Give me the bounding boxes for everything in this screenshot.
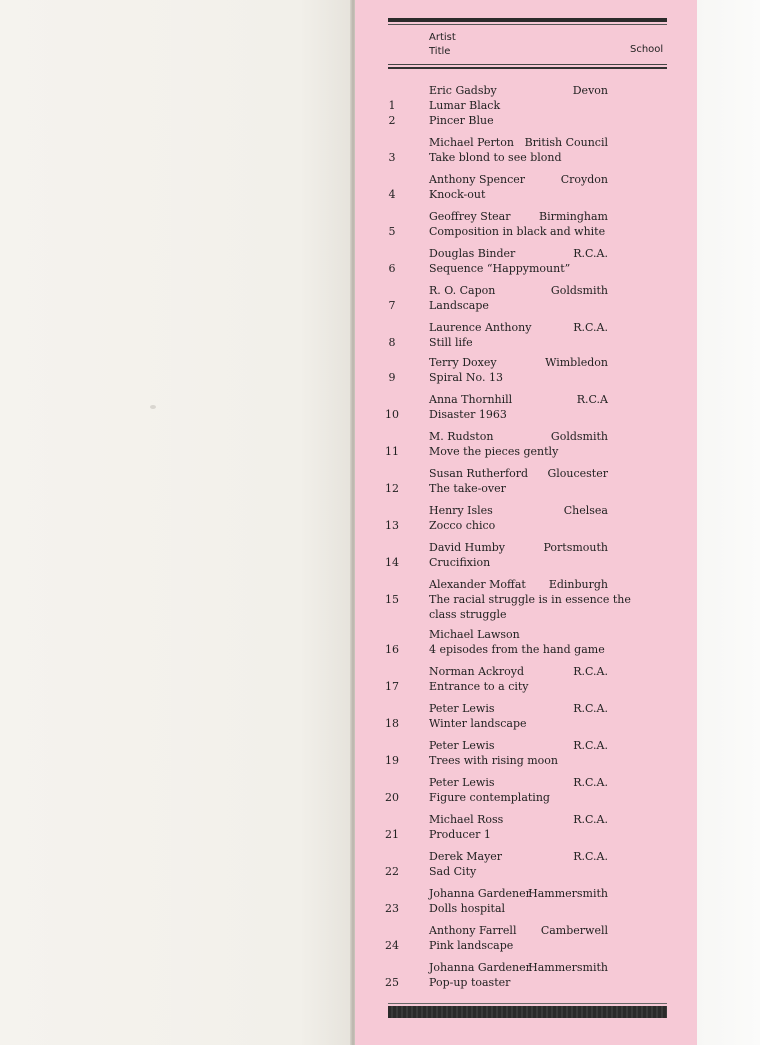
header-bottom-rule (388, 64, 667, 65)
entry-number: 22 (385, 865, 399, 878)
entry-title: Move the pieces gently (429, 445, 559, 458)
entry-school: Goldsmith (550, 284, 608, 297)
entry-artist: Johanna Gardener (429, 887, 531, 900)
entry-title: Pop-up toaster (429, 976, 511, 989)
catalogue-entry (0, 209, 700, 246)
entry-title: Sad City (429, 865, 477, 878)
entry-school: Chelsea (563, 504, 608, 517)
entry-school: Camberwell (540, 924, 608, 937)
entry-number: 13 (385, 519, 399, 532)
catalogue-entry (0, 923, 700, 960)
catalogue-entry (0, 812, 700, 849)
entry-school: British Council (524, 136, 608, 149)
entry-school: R.C.A. (573, 702, 608, 715)
entry-title: Spiral No. 13 (429, 371, 503, 384)
entry-school: R.C.A. (573, 247, 608, 260)
entry-school: Birmingham (538, 210, 608, 223)
catalogue-entry (0, 664, 700, 701)
entry-school: Portsmouth (543, 541, 608, 554)
entry-title: The take-over (429, 482, 506, 495)
entry-artist: Anna Thornhill (429, 393, 513, 406)
catalogue-entry (0, 627, 700, 664)
entry-title: Composition in black and white (429, 225, 606, 238)
right-page-edge (697, 0, 760, 1045)
entry-number: 10 (385, 408, 399, 421)
entry-title: Pink landscape (429, 939, 514, 952)
entry-school: R.C.A. (573, 813, 608, 826)
entry-title: Dolls hospital (429, 902, 506, 915)
header-top-rule (388, 18, 667, 22)
catalogue-entry (0, 577, 700, 629)
entry-number: 21 (385, 828, 399, 841)
entry-title: Still life (429, 336, 473, 349)
catalogue-entry (0, 246, 700, 283)
entry-artist: Geoffrey Stear (429, 210, 511, 223)
entry-number: 14 (385, 556, 399, 569)
entry-number: 15 (385, 593, 399, 606)
entry-title: Entrance to a city (429, 680, 529, 693)
entry-number: 25 (385, 976, 399, 989)
entry-title: Knock-out (429, 188, 486, 201)
entry-title: 4 episodes from the hand game (429, 643, 605, 656)
entry-number: 3 (388, 151, 396, 164)
entry-number: 18 (385, 717, 399, 730)
entry-number: 8 (388, 336, 396, 349)
header-bottom-thick-rule (388, 67, 667, 69)
entry-title: The racial struggle is in essence the class struggle (429, 593, 631, 621)
entry-number: 23 (385, 902, 399, 915)
entry-number: 17 (385, 680, 399, 693)
entry-title: Figure contemplating (429, 791, 550, 804)
entry-title: Sequence “Happymount” (429, 262, 571, 275)
entry-school: Goldsmith (550, 430, 608, 443)
entry-title: Producer 1 (429, 828, 491, 841)
entry-number: 1 (388, 99, 396, 112)
footer-bar (388, 1006, 667, 1018)
entry-artist: Terry Doxey (429, 356, 497, 369)
entry-number: 6 (388, 262, 396, 275)
entry-school: R.C.A. (573, 321, 608, 334)
entry-artist: Norman Ackroyd (429, 665, 524, 678)
entry-title: Landscape (429, 299, 489, 312)
entry-artist: Douglas Binder (429, 247, 516, 260)
catalogue-entry (0, 849, 700, 886)
entry-artist: Michael Perton (429, 136, 514, 149)
catalogue-entry (0, 886, 700, 923)
entry-title: Disaster 1963 (429, 408, 507, 421)
catalogue-entry (0, 135, 700, 172)
entry-number: 12 (385, 482, 399, 495)
entry-number: 9 (388, 371, 396, 384)
entry-artist: M. Rudston (429, 430, 494, 443)
catalogue-entry (0, 503, 700, 540)
entry-title: Trees with rising moon (429, 754, 559, 767)
entry-school: R.C.A. (573, 850, 608, 863)
entry-artist: Susan Rutherford (429, 467, 529, 480)
entry-school: Hammersmith (528, 961, 608, 974)
catalogue-entry (0, 355, 700, 392)
catalogue-entry (0, 392, 700, 429)
entry-school: Croydon (560, 173, 608, 186)
entry-school: Hammersmith (528, 887, 608, 900)
header-top-thin-rule (388, 24, 667, 25)
entry-title: Lumar Black (429, 99, 501, 112)
entry-school: R.C.A. (573, 665, 608, 678)
catalogue-entry (0, 540, 700, 577)
entry-number: 7 (388, 299, 396, 312)
entry-artist: Peter Lewis (429, 776, 495, 789)
entry-title: Winter landscape (429, 717, 527, 730)
entry-artist: Derek Mayer (429, 850, 503, 863)
catalogue-entry (0, 738, 700, 775)
entry-number: 4 (388, 188, 396, 201)
catalogue-entry (0, 283, 700, 320)
entry-artist: Anthony Spencer (429, 173, 526, 186)
entry-artist: Peter Lewis (429, 739, 495, 752)
column-header-school: School (630, 44, 664, 55)
entry-title: Crucifixion (429, 556, 491, 569)
entry-school: Devon (572, 84, 608, 97)
entry-school: Edinburgh (548, 578, 608, 591)
entry-artist: David Humby (429, 541, 506, 554)
entry-school: R.C.A (576, 393, 608, 406)
entry-title: Pincer Blue (429, 114, 494, 127)
entry-number: 2 (388, 114, 396, 127)
entry-school: R.C.A. (573, 776, 608, 789)
catalogue-entry (0, 960, 700, 997)
column-header-title: Title (429, 46, 451, 57)
entry-artist: Alexander Moffat (429, 578, 526, 591)
entry-number: 20 (385, 791, 399, 804)
entry-number: 24 (385, 939, 399, 952)
catalogue-entry (0, 429, 700, 466)
entry-artist: Eric Gadsby (429, 84, 497, 97)
entry-artist: Michael Ross (429, 813, 504, 826)
entry-school: R.C.A. (573, 739, 608, 752)
entry-number: 16 (385, 643, 399, 656)
column-header-artist: Artist (429, 32, 456, 43)
entry-title: Zocco chico (429, 519, 496, 532)
entry-number: 19 (385, 754, 399, 767)
entry-artist: Henry Isles (429, 504, 493, 517)
entry-artist: Anthony Farrell (429, 924, 517, 937)
entry-artist: R. O. Capon (429, 284, 496, 297)
entry-number: 11 (385, 445, 399, 458)
entry-artist: Peter Lewis (429, 702, 495, 715)
entry-school: Wimbledon (545, 356, 608, 369)
entry-artist: Laurence Anthony (429, 321, 532, 334)
entry-title: Take blond to see blond (429, 151, 562, 164)
catalogue-entry (0, 701, 700, 738)
catalogue-entry (0, 466, 700, 503)
entry-artist: Michael Lawson (429, 628, 520, 641)
entry-number: 5 (388, 225, 396, 238)
catalogue-entry (0, 320, 700, 357)
catalogue-entry (0, 775, 700, 812)
footer-thin-rule (388, 1003, 667, 1004)
catalogue-entry (0, 172, 700, 209)
entry-artist: Johanna Gardener (429, 961, 531, 974)
entry-school: Gloucester (547, 467, 608, 480)
